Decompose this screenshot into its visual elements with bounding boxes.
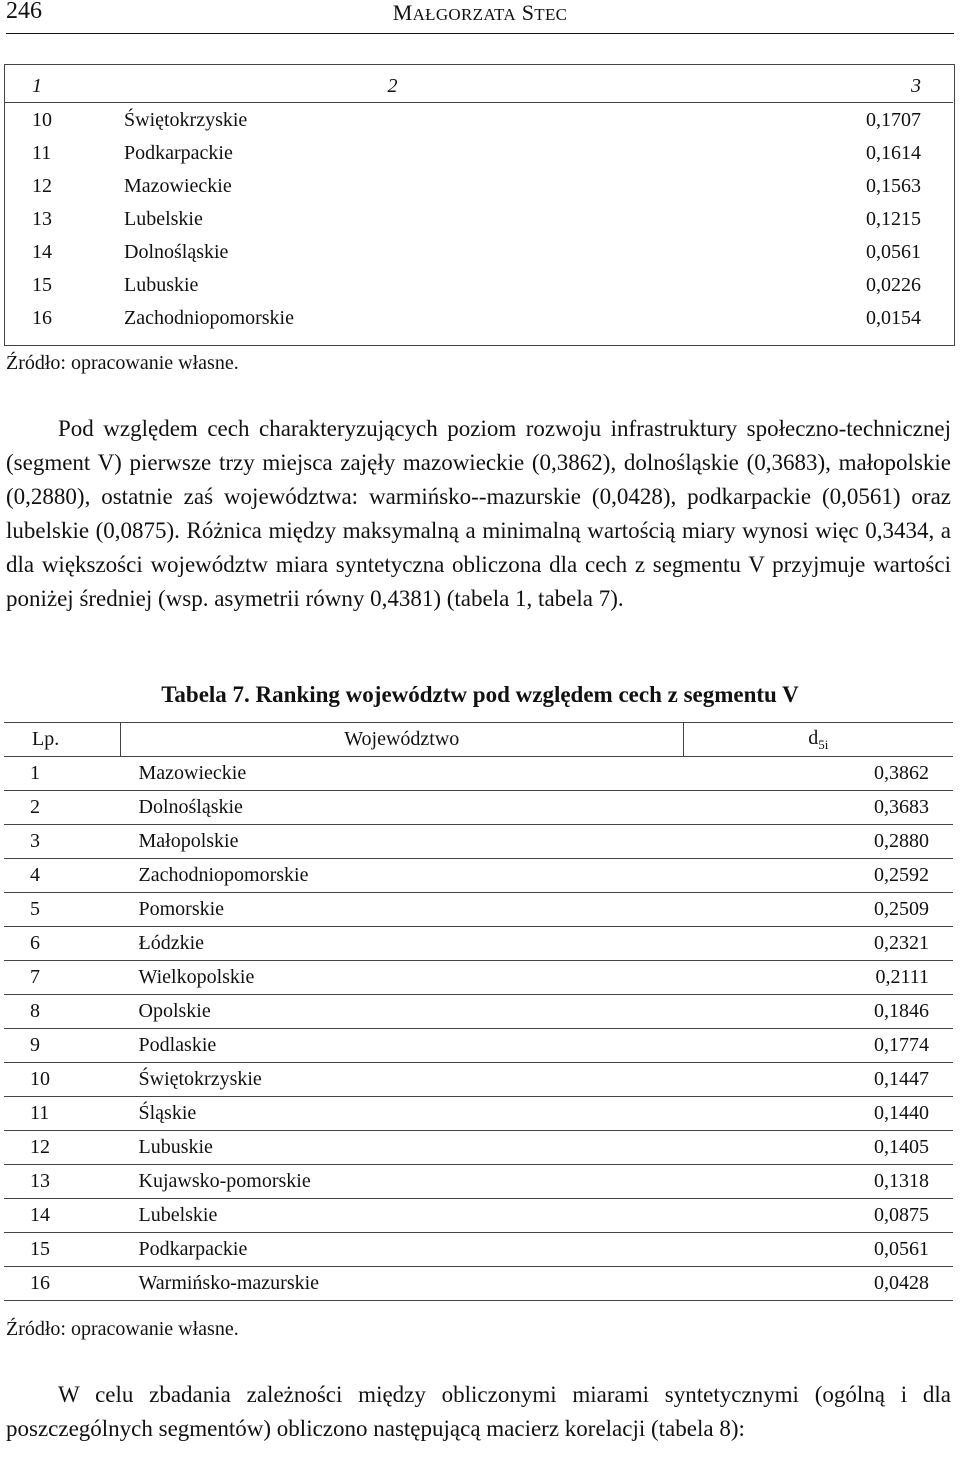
table7-cell-row xyxy=(4,1233,953,1267)
table-prev-cell-row xyxy=(4,269,953,302)
table7-cell-region: Śląskie xyxy=(121,1097,684,1131)
author-first-rest: AŁGORZATA xyxy=(412,5,516,24)
table-prev-cell-region: Lubuskie xyxy=(124,274,199,296)
table7-cell-region: Mazowieckie xyxy=(121,757,684,791)
table-prev-cell-region: Mazowieckie xyxy=(124,175,232,197)
table7-header-d-subscript: 5i xyxy=(818,736,829,752)
table7-cell-lp: 13 xyxy=(4,1165,121,1199)
table-prev-header-row xyxy=(4,68,953,104)
table7-cell-value: 0,2321 xyxy=(683,927,953,961)
table-prev-cell-value: 0,1707 xyxy=(866,109,921,131)
table7-cell-region: Łódzkie xyxy=(121,927,684,961)
table-prev-cell-region: Dolnośląskie xyxy=(124,241,229,263)
table-prev-cell-row xyxy=(4,236,953,269)
table-prev-cell-row xyxy=(4,203,953,236)
table7 xyxy=(4,723,953,1301)
table7-cell-region: Małopolskie xyxy=(121,825,684,859)
table7-cell-value: 0,1318 xyxy=(683,1165,953,1199)
table7-cell-region: Lubuskie xyxy=(121,1131,684,1165)
table7-caption: Tabela 7. Ranking województw pod względem cech z segmentu V xyxy=(161,682,799,707)
table-prev-cell-value: 0,0154 xyxy=(866,307,921,329)
table7-cell-region: Dolnośląskie xyxy=(121,791,684,825)
table7-cell-region: Kujawsko-pomorskie xyxy=(121,1165,684,1199)
table7-cell-value: 0,0561 xyxy=(683,1233,953,1267)
paragraph-correlation: W celu zbadania zależności między obliczonymi miarami syntetycznymi (ogólną i dla poszczególnych segmentów) obliczono następującą macierz korelacji (tabela 8): xyxy=(6,1382,951,1441)
table7-cell-lp: 10 xyxy=(4,1063,121,1097)
table7-cell-row xyxy=(4,757,953,791)
paragraph-segment-v: Pod względem cech charakteryzujących poziom rozwoju infrastruktury społeczno-technicznej (segment V) pierwsze trzy miejsca zajęły mazowieckie (0,3862), dolnośląskie (0,3683), małopolskie (0,2880), ostatnie zaś województwa: warmińsko--mazurskie (0,0428), podkarpackie (0,0561) oraz lubelskie (0,0875). Różnica między maksymalną a minimalną wartością miary wynosi więc 0,3434, a dla większości województw miara syntetyczna obliczona dla cech z segmentu V przyjmuje wartości poniżej średniej (wsp. asymetrii równy 0,4381) (tabela 1, tabela 7). xyxy=(6,416,951,611)
table-prev xyxy=(4,68,953,335)
table-prev-source: Źródło: opracowanie własne. xyxy=(6,352,239,374)
table-prev-cell-lp: 11 xyxy=(32,142,52,164)
table7-cell-value: 0,3862 xyxy=(683,757,953,791)
author-last-rest: TEC xyxy=(534,5,568,24)
author-first-initial: M xyxy=(392,0,413,25)
table7-header-d xyxy=(683,723,953,757)
table7-cell-lp: 12 xyxy=(4,1131,121,1165)
table7-cell-row xyxy=(4,825,953,859)
table7-cell-value: 0,2509 xyxy=(683,893,953,927)
table7-cell-lp: 4 xyxy=(4,859,121,893)
table7-header-row xyxy=(4,723,953,757)
running-head xyxy=(0,0,960,26)
table7-cell-row xyxy=(4,791,953,825)
table7-cell-value: 0,1846 xyxy=(683,995,953,1029)
table7-cell-lp: 1 xyxy=(4,757,121,791)
table7-cell-row xyxy=(4,1131,953,1165)
table7-cell-value: 0,1774 xyxy=(683,1029,953,1063)
table7-header-d-letter: d xyxy=(808,726,819,749)
table-prev-cell-lp: 12 xyxy=(32,175,52,197)
table7-source: Źródło: opracowanie własne. xyxy=(6,1318,239,1340)
table7-cell-lp: 3 xyxy=(4,825,121,859)
table7-cell-lp: 8 xyxy=(4,995,121,1029)
table-prev-header-col2: 2 xyxy=(387,74,398,97)
table7-cell-value: 0,2111 xyxy=(683,961,953,995)
table-prev-header-col1: 1 xyxy=(32,74,42,97)
table-prev-cell-region: Podkarpackie xyxy=(124,142,233,164)
table-prev-cell-region: Świętokrzyskie xyxy=(124,109,248,131)
header-rule xyxy=(6,33,954,34)
table7-cell-region: Podkarpackie xyxy=(121,1233,684,1267)
table7-cell-lp: 7 xyxy=(4,961,121,995)
table7-cell-row xyxy=(4,1165,953,1199)
table7-cell-value: 0,1447 xyxy=(683,1063,953,1097)
table7-header-region: Województwo xyxy=(121,723,684,757)
table7-cell-lp: 6 xyxy=(4,927,121,961)
table7-cell-value: 0,0875 xyxy=(683,1199,953,1233)
table-prev-cell-row xyxy=(4,104,953,137)
page-number: 246 xyxy=(6,0,42,24)
table7-cell-lp: 15 xyxy=(4,1233,121,1267)
table-prev-cell-lp: 10 xyxy=(32,109,52,131)
author-last-initial: S xyxy=(521,0,535,25)
table7-cell-lp: 11 xyxy=(4,1097,121,1131)
table7-cell-value: 0,0428 xyxy=(683,1267,953,1301)
table-prev-cell-lp: 15 xyxy=(32,274,52,296)
table7-cell-row xyxy=(4,995,953,1029)
table-prev-cell-value: 0,0226 xyxy=(866,274,921,296)
table7-cell-row xyxy=(4,893,953,927)
table7-cell-lp: 14 xyxy=(4,1199,121,1233)
table7-cell-row xyxy=(4,859,953,893)
table7-cell-value: 0,2592 xyxy=(683,859,953,893)
table7-cell-region: Warmińsko-mazurskie xyxy=(121,1267,684,1301)
table7-cell-row xyxy=(4,1063,953,1097)
table-prev-cell-row xyxy=(4,302,953,335)
table-prev-cell-value: 0,1614 xyxy=(866,142,921,164)
table-prev-cell-value: 0,1215 xyxy=(866,208,921,230)
table-prev-cell-value: 0,1563 xyxy=(866,175,921,197)
table7-cell-value: 0,1440 xyxy=(683,1097,953,1131)
table7-cell-row xyxy=(4,1029,953,1063)
table7-cell-value: 0,1405 xyxy=(683,1131,953,1165)
table-prev-cell-value: 0,0561 xyxy=(866,241,921,263)
table7-cell-row xyxy=(4,1199,953,1233)
table7-cell-region: Pomorskie xyxy=(121,893,684,927)
table7-cell-lp: 2 xyxy=(4,791,121,825)
table7-cell-value: 0,2880 xyxy=(683,825,953,859)
table7-header-lp: Lp. xyxy=(4,723,121,757)
table7-cell-row xyxy=(4,1267,953,1301)
table-prev-cell-row xyxy=(4,170,953,203)
table-prev-cell-row xyxy=(4,137,953,170)
table-prev-cell-region: Lubelskie xyxy=(124,208,203,230)
table-prev-cell-lp: 13 xyxy=(32,208,52,230)
page-header xyxy=(0,0,960,34)
table7-cell-region: Lubelskie xyxy=(121,1199,684,1233)
table7-cell-region: Zachodniopomorskie xyxy=(121,859,684,893)
table7-cell-row xyxy=(4,961,953,995)
table7-cell-lp: 9 xyxy=(4,1029,121,1063)
table7-cell-lp: 5 xyxy=(4,893,121,927)
table7-cell-lp: 16 xyxy=(4,1267,121,1301)
table7-cell-region: Świętokrzyskie xyxy=(121,1063,684,1097)
table7-cell-value: 0,3683 xyxy=(683,791,953,825)
table7-cell-row xyxy=(4,1097,953,1131)
table-prev-cell-region: Zachodniopomorskie xyxy=(124,307,294,329)
table-prev-cell-lp: 14 xyxy=(32,241,52,263)
table-prev-cell-lp: 16 xyxy=(32,307,52,329)
table7-cell-region: Opolskie xyxy=(121,995,684,1029)
table7-cell-region: Wielkopolskie xyxy=(121,961,684,995)
table7-cell-row xyxy=(4,927,953,961)
table-prev-header-col3: 3 xyxy=(911,74,921,97)
table7-cell-region: Podlaskie xyxy=(121,1029,684,1063)
